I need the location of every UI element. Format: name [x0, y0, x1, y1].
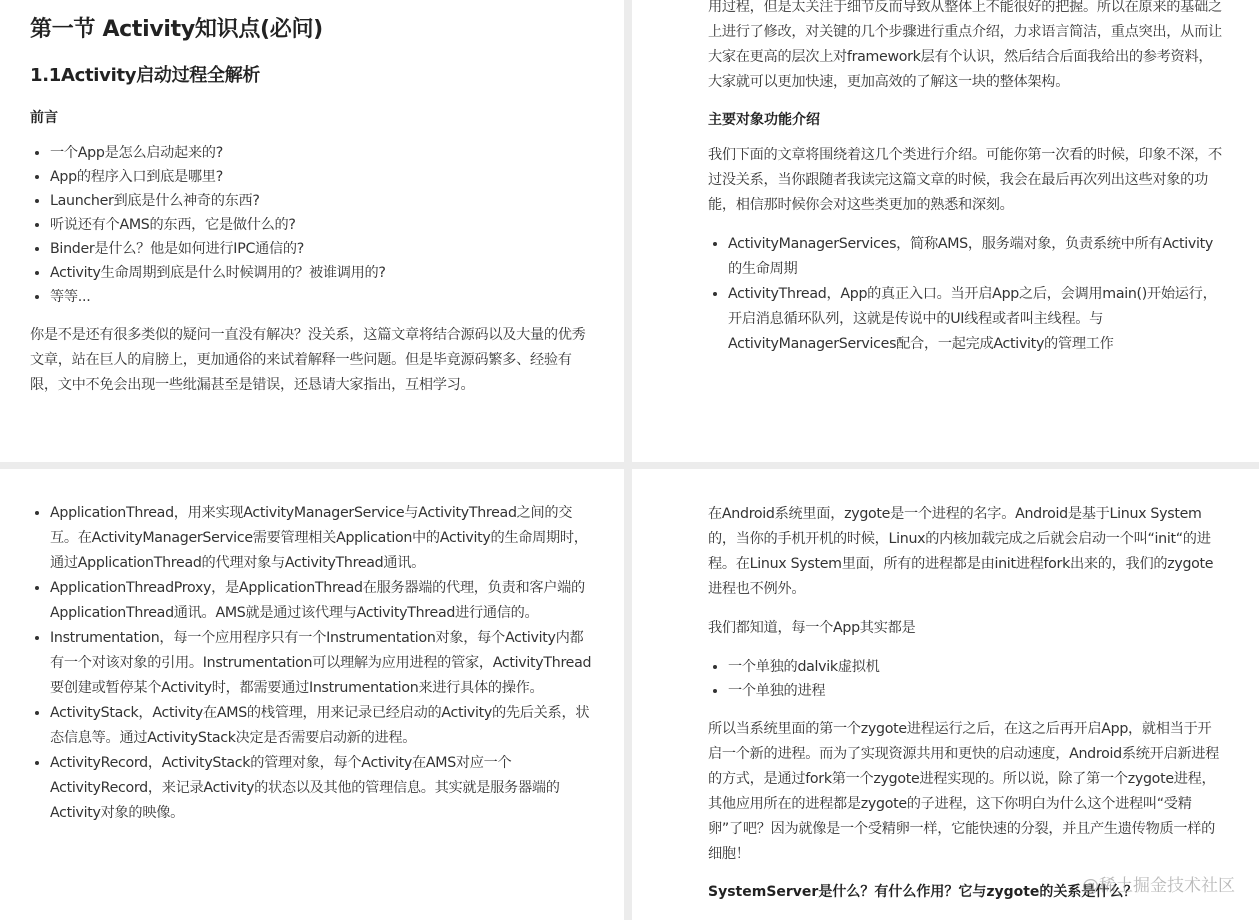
objects-list: [708, 232, 1225, 357]
app-list: [708, 655, 1225, 703]
list-item: • 等等...: [50, 285, 594, 309]
watermark: @稀土掘金技术社区: [1082, 876, 1235, 896]
section-title: 1.1Activity启动过程全解析: [30, 65, 261, 86]
list-item: • Activity生命周期到底是什么时候调用的？被谁调用的?: [50, 261, 594, 285]
page-panel-bottom-left: [0, 469, 624, 920]
list-item: • 一个单独的dalvik虚拟机: [728, 655, 1225, 679]
app-paragraph: 我们都知道，每一个App其实都是: [708, 620, 916, 636]
fork-paragraph: 所以当系统里面的第一个zygote进程运行之后，在这之后再开启App，就相当于开启一个新的进程。而为了实现资源共用和更快的启动速度，Android系统开启新进程的方式，是通过fork第一个zygote进程实现的。所以说，除了第一个zygote进程，其他应用所在的进程都是zygote的子进程，这下你明白为什么这个进程叫“受精卵”了吧？因为就像是一个受精卵一样，它能快速的分裂，并且产生遗传物质一样的细胞！: [708, 721, 1220, 862]
preface-heading: 前言: [30, 110, 58, 126]
objects-heading: 主要对象功能介绍: [708, 112, 820, 128]
list-item: • 一个单独的进程: [728, 679, 1225, 703]
systemserver-heading: SystemServer是什么？有什么作用？它与zygote的关系是什么？: [708, 884, 1138, 900]
list-item: • ActivityStack，Activity在AMS的栈管理，用来记录已经启动的Activity的先后关系，状态信息等。通过ActivityStack决定是否需要启动新的进程。: [50, 701, 594, 751]
question-list: [30, 141, 594, 309]
chapter-title: 第一节 Activity知识点(必问): [30, 17, 323, 42]
list-item: • ActivityThread，App的真正入口。当开启App之后，会调用main()开始运行，开启消息循环队列，这就是传说中的UI线程或者叫主线程。与ActivityManagerServices配合，一起完成Activity的管理工作: [728, 282, 1225, 357]
list-item: • Launcher到底是什么神奇的东西?: [50, 189, 594, 213]
page-panel-top-left: [0, 0, 624, 462]
list-item: • App的程序入口到底是哪里?: [50, 165, 594, 189]
intro-paragraph: 用过程，但是太关注于细节反而导致从整体上不能很好的把握。所以在原来的基础之上进行了修改，对关键的几个步骤进行重点介绍，力求语言简洁，重点突出，从而让大家在更高的层次上对framework层有个认识，然后结合后面我给出的参考资料，大家就可以更加快速，更加高效的了解这一块的整体架构。: [708, 0, 1222, 90]
objects-paragraph: 我们下面的文章将围绕着这几个类进行介绍。可能你第一次看的时候，印象不深，不过没关系，当你跟随者我读完这篇文章的时候，我会在最后再次列出这些对象的功能，相信那时候你会对这些类更加的熟悉和深刻。: [708, 147, 1222, 213]
list-item: • Binder是什么？他是如何进行IPC通信的?: [50, 237, 594, 261]
zygote-paragraph: 在Android系统里面，zygote是一个进程的名字。Android是基于Linux System的，当你的手机开机的时候，Linux的内核加载完成之后就会启动一个叫“init“的进程。在Linux System里面，所有的进程都是由init进程fork出来的，我们的zygote进程也不例外。: [708, 506, 1214, 597]
objects-list-continued: [30, 501, 594, 826]
page-panel-bottom-right: [632, 469, 1259, 920]
list-item: • ApplicationThread，用来实现ActivityManagerService与ActivityThread之间的交互。在ActivityManagerService需要管理相关Application中的Activity的生命周期时，通过ApplicationThread的代理对象与ActivityThread通讯。: [50, 501, 594, 576]
list-item: • 听说还有个AMS的东西，它是做什么的?: [50, 213, 594, 237]
list-item: • ActivityRecord，ActivityStack的管理对象，每个Activity在AMS对应一个ActivityRecord，来记录Activity的状态以及其他的管理信息。其实就是服务器端的Activity对象的映像。: [50, 751, 594, 826]
preface-paragraph: 你是不是还有很多类似的疑问一直没有解决？没关系，这篇文章将结合源码以及大量的优秀文章，站在巨人的肩膀上，更加通俗的来试着解释一些问题。但是毕竟源码繁多、经验有限，文中不免会出现一些纰漏甚至是错误，还恳请大家指出，互相学习。: [30, 327, 586, 393]
list-item: • Instrumentation，每一个应用程序只有一个Instrumentation对象，每个Activity内都有一个对该对象的引用。Instrumentation可以理解为应用进程的管家，ActivityThread要创建或暂停某个Activity时，都需要通过Instrumentation来进行具体的操作。: [50, 626, 594, 701]
page-panel-top-right: [632, 0, 1259, 462]
list-item: • ActivityManagerServices，简称AMS，服务端对象，负责系统中所有Activity的生命周期: [728, 232, 1225, 282]
list-item: • ApplicationThreadProxy，是ApplicationThread在服务器端的代理，负责和客户端的ApplicationThread通讯。AMS就是通过该代理与ActivityThread进行通信的。: [50, 576, 594, 626]
list-item: • 一个App是怎么启动起来的?: [50, 141, 594, 165]
